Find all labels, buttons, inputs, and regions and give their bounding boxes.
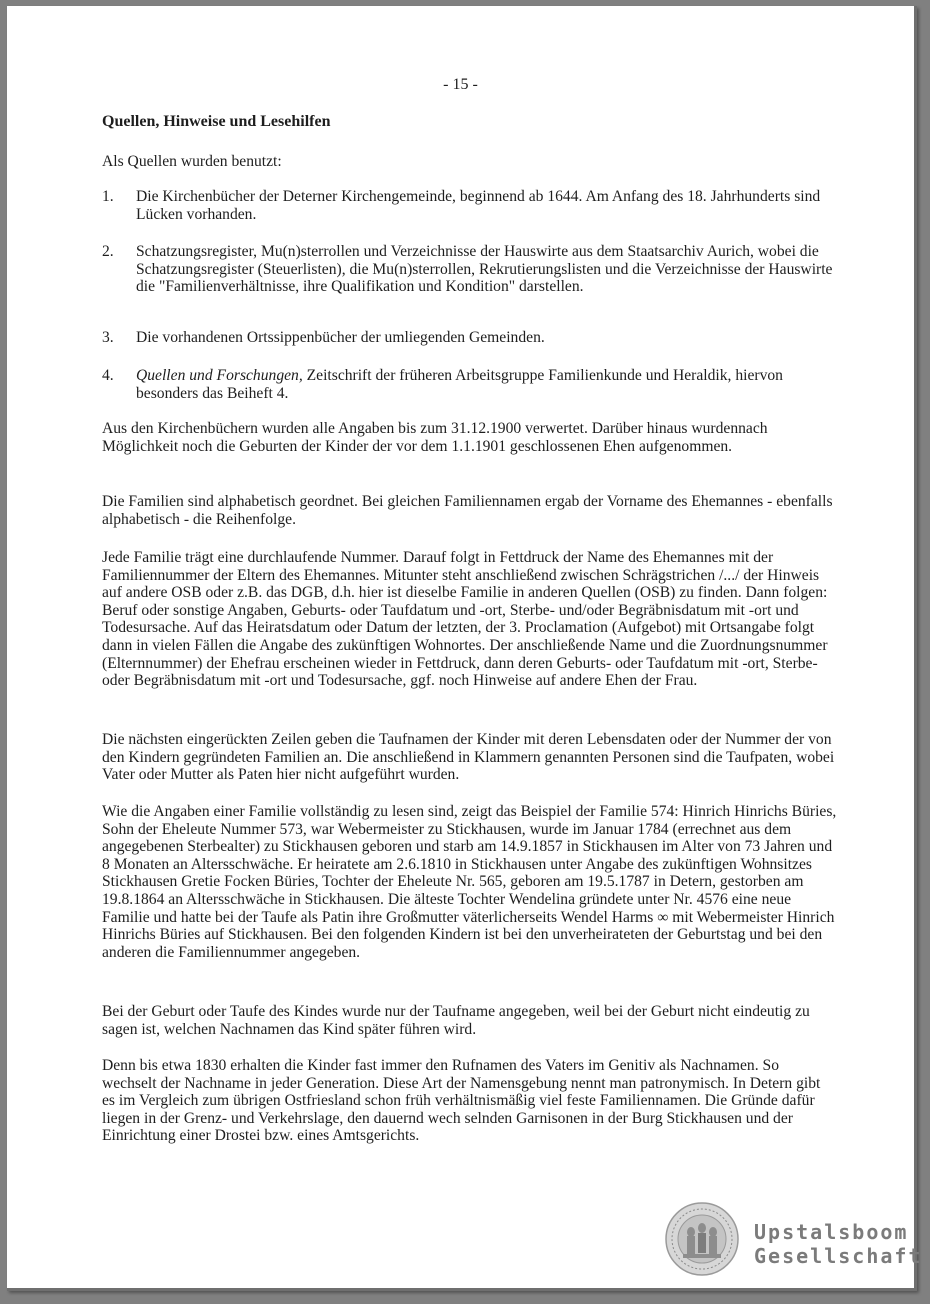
brand-line-2: Gesellschaft: [754, 1244, 923, 1268]
source-item-2: [102, 243, 837, 296]
source-text: Schatzungsregister, Mu(n)sterrollen und Verzeichnisse der Hauswirte aus dem Staatsarchiv Aurich, wobei die Schatzungsregister (Steuerlisten), die Mu(n)sterrollen, Rekrutierungslisten und die Verzeichnisse der Hauswirte die "Familienverhältnisse, ihre Qualifikation und Kondition" darstellen.: [136, 243, 833, 296]
document-page: [7, 6, 923, 1291]
section-heading: Quellen, Hinweise und Lesehilfen: [102, 113, 331, 130]
source-item-4: [102, 367, 837, 402]
source-text: Die vorhandenen Ortssippenbücher der umliegenden Gemeinden.: [136, 329, 545, 346]
paragraph-evaluation: Aus den Kirchenbüchern wurden alle Angaben bis zum 31.12.1900 verwertet. Darüber hinaus wurdennach Möglichkeit noch die Geburten der Kinder der vor dem 1.1.1901 geschlossenen Ehen aufgenommen.: [102, 420, 768, 455]
source-number: 3.: [102, 329, 114, 346]
source-item-3: [102, 329, 837, 347]
sources-intro: Als Quellen wurden benutzt:: [102, 153, 282, 170]
page-number: - 15 -: [443, 76, 478, 93]
brand-name: [754, 1220, 923, 1268]
paragraph-ordering: Die Familien sind alphabetisch geordnet. Bei gleichen Familiennamen ergab der Vorname des Ehemannes - ebenfalls alphabetisch - die Reihenfolge.: [102, 493, 833, 528]
paragraph-family-structure: Jede Familie trägt eine durchlaufende Nummer. Darauf folgt in Fettdruck der Name des Ehemannes mit der Familiennummer der Eltern des Ehemannes. Mitunter steht anschließend zwischen Schrägstrichen /.../ der Hinweis auf andere OSB oder z.B. das DGB, d.h. hier ist dieselbe Familie in anderen Quellen (OSB) zu finden. Dann folgen: Beruf oder sonstige Angaben, Geburts- oder Taufdatum und -ort, Sterbe- und/oder Begräbnisdatum mit -ort und Todesursache. Auf das Heiratsdatum oder Datum der letzten, der 3. Proclamation (Aufgebot) mit Ortsangabe folgt dann in vielen Fällen die Angabe des zukünftigen Wohnortes. Der anschließende Name und die Zuordnungsnummer (Elternnummer) der Ehefrau erscheinen wieder in Fettdruck, dann deren Geburts- oder Taufdatum mit -ort, Sterbe- oder Begräbnisdatum mit -ort und Todesursache, ggf. noch Hinweise auf andere Ehen der Frau.: [102, 549, 828, 690]
source-text: Die Kirchenbücher der Deterner Kirchengemeinde, beginnend ab 1644. Am Anfang des 18. Jahrhunderts sind Lücken vorhanden.: [136, 188, 821, 223]
source-number: 2.: [102, 243, 114, 260]
source-title-italic: Quellen und Forschungen,: [136, 367, 303, 384]
paragraph-example: Wie die Angaben einer Familie vollständig zu lesen sind, zeigt das Beispiel der Familie 574: Hinrich Hinrichs Büries, Sohn der Eheleute Nummer 573, war Webermeister zu Stickhausen, wurde im Januar 1784 (errechnet aus dem angegebenen Sterbealter) zu Stickhausen geboren und starb am 14.9.1857 in Stickhausen im Alter von 73 Jahren und 8 Monaten an Altersschwäche. Er heiratete am 2.6.1810 in Stickhausen unter Angabe des zukünftigen Wohnsitzes Stickhausen Gretie Focken Büries, Tochter der Eheleute Nr. 565, geboren am 19.5.1787 in Detern, gestorben am 19.8.1864 an Altersschwäche in Stickhausen. Die älteste Tochter Wendelina gründete unter Nr. 4576 eine neue Familie und hatte bei der Taufe als Patin ihre Großmutter väterlicherseits Wendel Harms ∞ mit Webermeister Hinrich Hinrichs Büries auf Stickhausen. Bei den folgenden Kindern ist bei den unverheirateten der Geburtstag und bei den anderen die Familiennummer angegeben.: [102, 803, 837, 961]
source-number: 1.: [102, 188, 114, 205]
source-text: Zeitschrift der früheren Arbeitsgruppe Familienkunde und Heraldik, hiervon besonders das Beiheft 4.: [136, 367, 783, 402]
brand-line-1: Upstalsboom: [754, 1220, 909, 1244]
paragraph-patronymic: Denn bis etwa 1830 erhalten die Kinder fast immer den Rufnamen des Vaters im Genitiv als Nachnamen. So wechselt der Nachname in jeder Generation. Diese Art der Namensgebung nennt man patronymisch. In Detern gibt es im Vergleich zum übrigen Ostfriesland schon früh verhältnismäßig viel feste Familiennamen. Die Gründe dafür liegen in der Grenz- und Verkehrslage, den dauernd wech selnden Garnisonen in der Burg Stickhausen und der Einrichtung einer Drostei bzw. eines Amtsgerichts.: [102, 1057, 821, 1145]
paragraph-baptism-name: Bei der Geburt oder Taufe des Kindes wurde nur der Taufname angegeben, weil bei der Geburt nicht eindeutig zu sagen ist, welchen Nachnamen das Kind später führen wird.: [102, 1003, 810, 1038]
source-number: 4.: [102, 367, 114, 384]
paragraph-children: Die nächsten eingerückten Zeilen geben die Taufnamen der Kinder mit deren Lebensdaten oder der Nummer der von den Kindern gegründeten Familien an. Die anschließend in Klammern genannten Personen sind die Taufpaten, wobei Vater oder Mutter als Paten hier nicht aufgeführt wurden.: [102, 731, 835, 784]
source-item-1: [102, 188, 837, 223]
seal-icon: [665, 1202, 739, 1276]
